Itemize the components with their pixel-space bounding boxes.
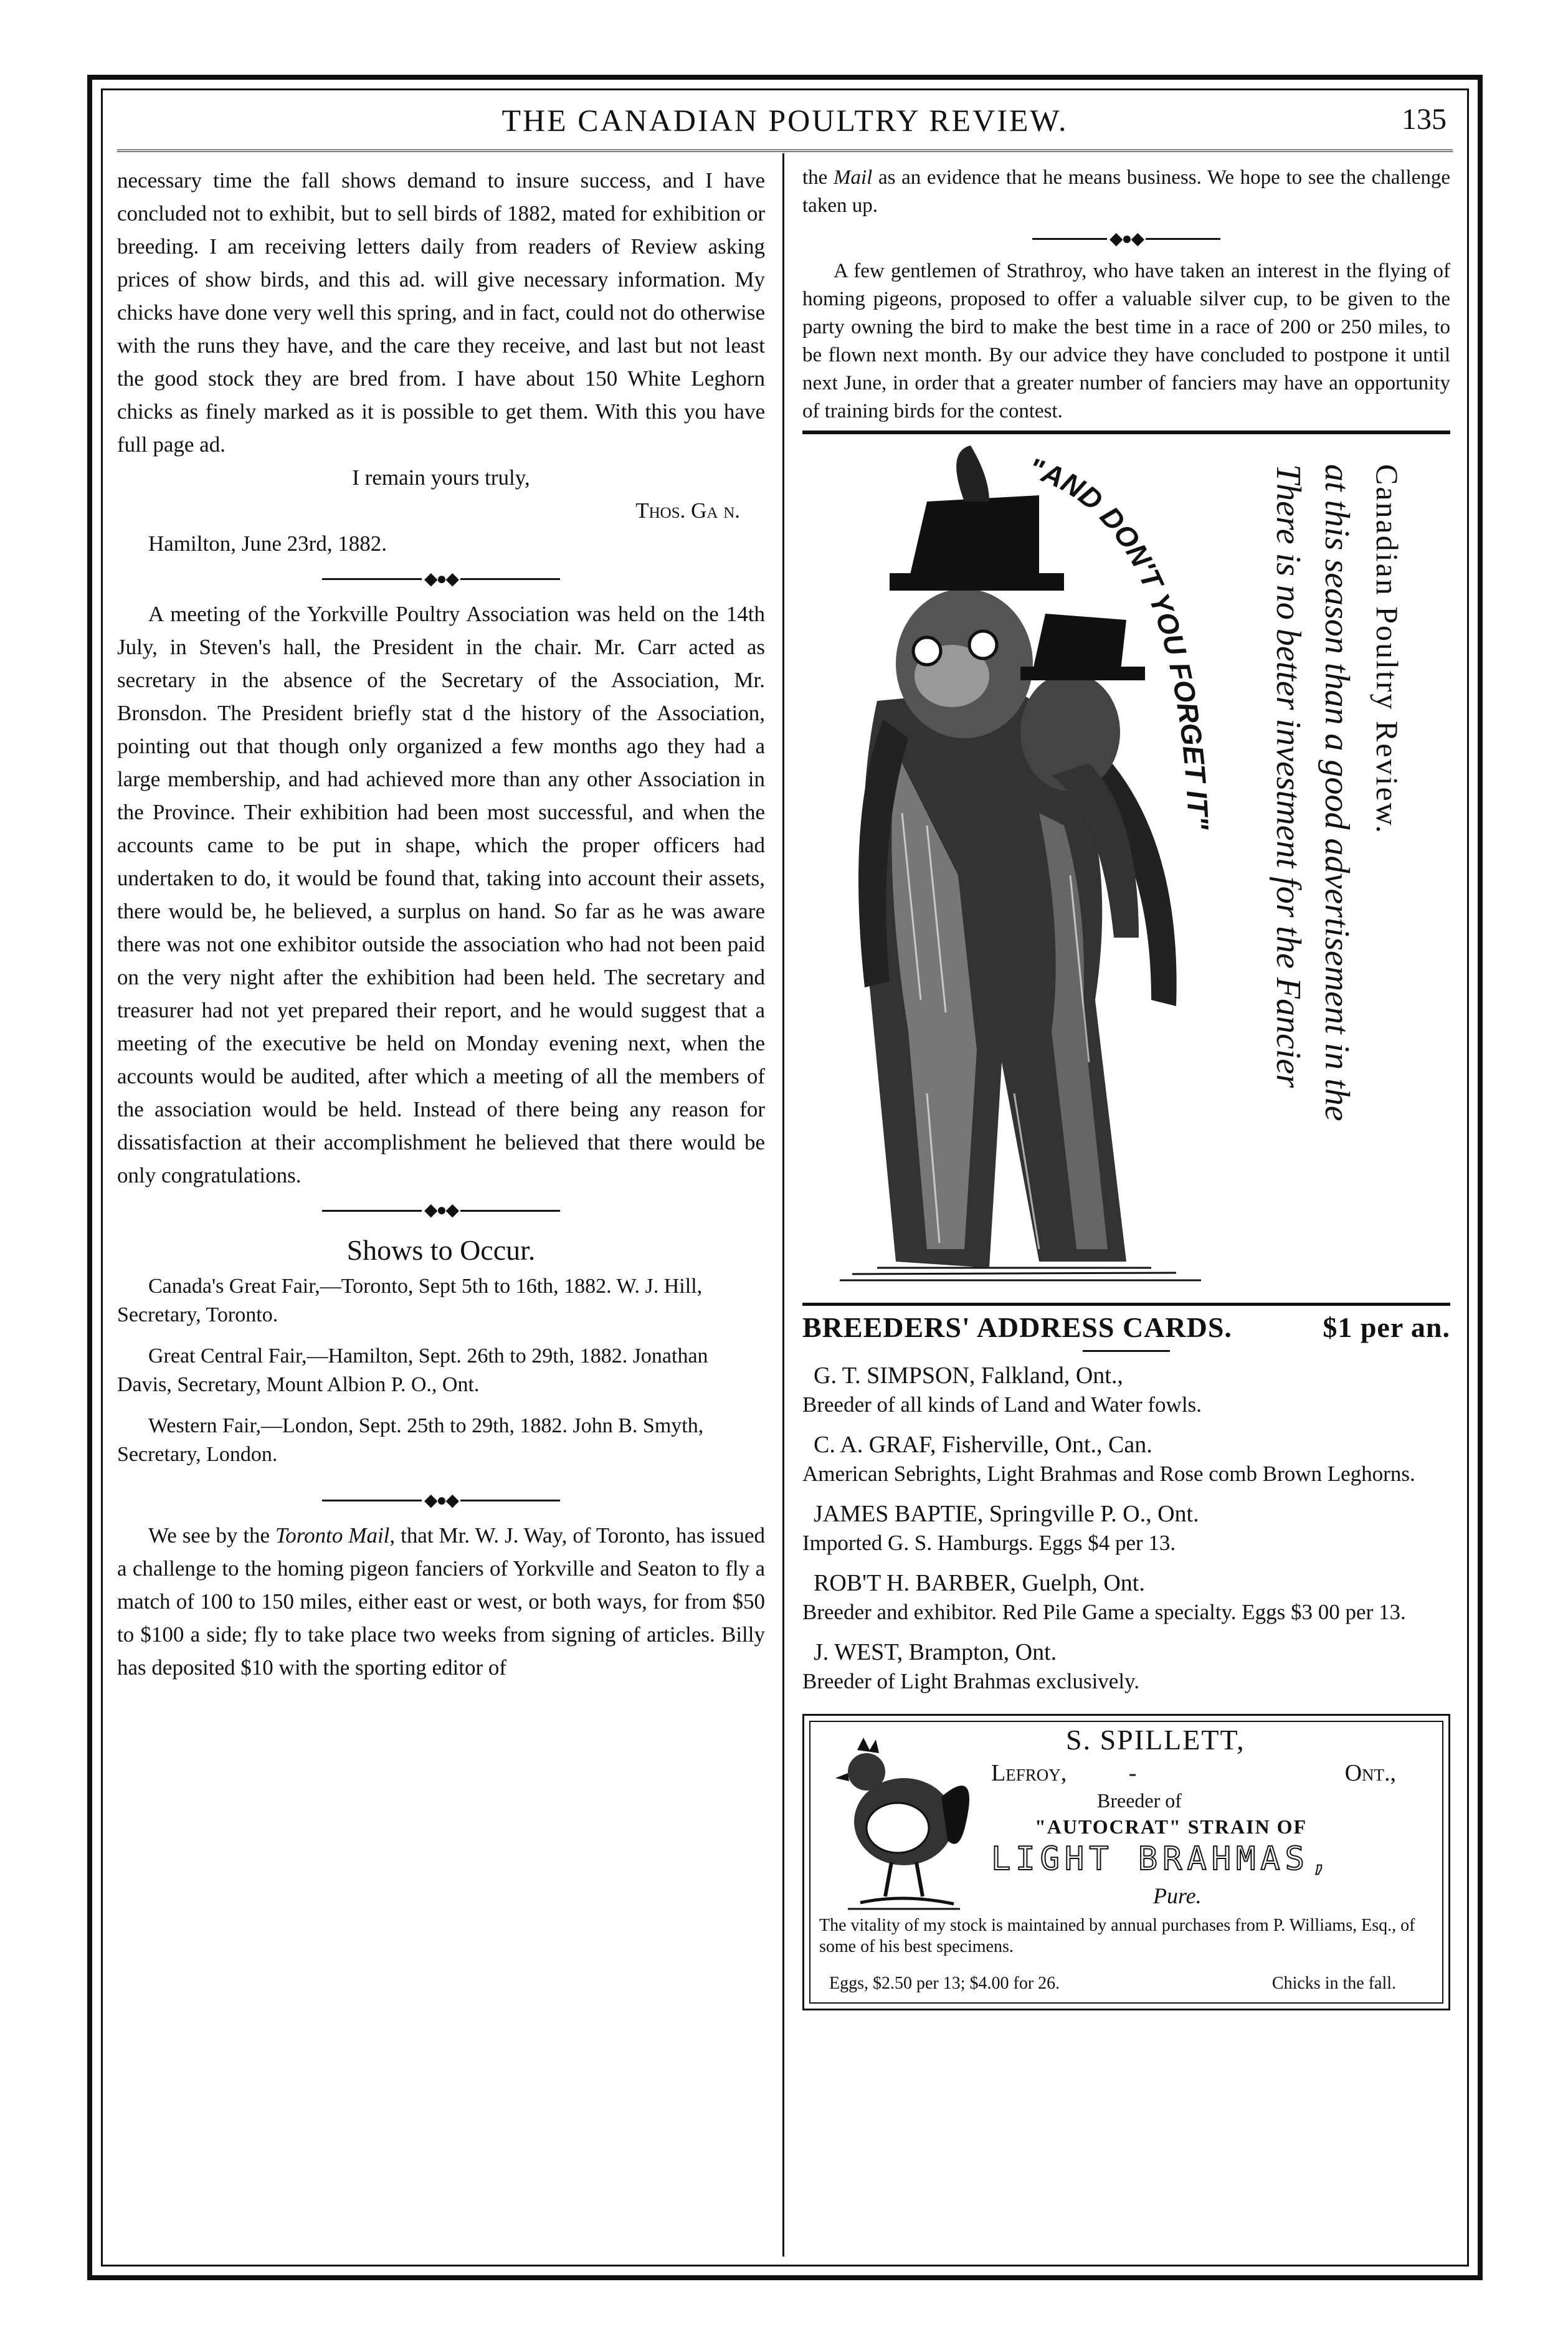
ad-pure: Pure. [1153, 1883, 1202, 1908]
ad-location-town: Lefroy, [991, 1759, 1067, 1786]
strathroy-paragraph: A few gentlemen of Strathroy, who have taken an interest in the flying of homing pigeons, proposed to offer a valuable silver cup, to be given to the party owning the bird to make the best time in a race of 200 or 250 miles, to be flown next month. By our advice they have concluded to postpone it until next June, in order that a greater number of fanciers may have an opportunity of training birds for the contest. [802, 259, 1450, 422]
breeder-name: ROB'T H. BARBER, Guelph, Ont. [814, 1569, 1145, 1596]
ad-strain: "AUTOCRAT" STRAIN OF [1035, 1815, 1308, 1838]
ad-description: The vitality of my stock is maintained by annual purchases from P. Williams, Esq., of some of his best specimens. [819, 1915, 1415, 1956]
page-header [117, 93, 1453, 152]
letter-text: necessary time the fall shows demand to insure success, and I have concluded not to exhibit, but to sell birds of 1882, mated for exhibition or breeding. I am receiving letters daily from readers of Review asking prices of show birds, and this ad. will give necessary information. My chicks have done very well this spring, and in fact, could not do otherwise with the runs they have, and the care they receive, and last but not least the good stock they are bred from. I have about 150 White Leghorn chicks as finely marked as it is possible to get them. With this you have full page ad. [117, 168, 765, 457]
ornament-divider: ◆●◆ [802, 220, 1450, 257]
breeders-cards-title: BREEDERS' ADDRESS CARDS. [802, 1311, 1232, 1343]
challenge-continuation [802, 164, 1450, 220]
breeder-desc: American Sebrights, Light Brahmas and Rose comb Brown Leghorns. [802, 1461, 1415, 1486]
cartoon-caption [1025, 451, 1215, 831]
rooster-icon [823, 1728, 979, 1915]
challenge-text-rest: , that Mr. W. J. Way, of Toronto, has issued a challenge to the homing pigeon fanciers of Yorkville and Seaton to fly a match of 100 to 150 miles, either east or west, or both ways, for from $50 to $100 a side; fly to take place two weeks from signing of articles. Billy has deposited $10 with the sporting editor of [117, 1523, 765, 1680]
publication-title: THE CANADIAN POULTRY REVIEW. [501, 103, 1068, 138]
breeders-cards-heading [802, 1303, 1450, 1344]
vertical-advert-line-1: There is no better investment for the Fancier [1269, 464, 1308, 1088]
column-rule [782, 153, 784, 2257]
letter-closing: I remain yours truly, [352, 465, 530, 490]
challenge-paragraph [117, 1519, 765, 1684]
breeder-name: J. WEST, Brampton, Ont. [814, 1639, 1057, 1665]
breeder-desc: Breeder and exhibitor. Red Pile Game a specialty. Eggs $3 00 per 13. [802, 1599, 1406, 1624]
ad-prices [829, 1974, 1415, 1994]
breeder-desc: Breeder of Light Brahmas exclusively. [802, 1668, 1140, 1693]
ornament-divider: ◆●◆ [117, 560, 765, 597]
show-item: Great Central Fair,—Hamilton, Sept. 26th to 29th, 1882. Jonathan Davis, Secretary, Mount Albion P. O., Ont. [117, 1344, 708, 1397]
ad-location-province: Ont., [1344, 1759, 1396, 1786]
vertical-advert-line-2: at this season than a good advertisement in the [1318, 464, 1356, 1121]
show-item: Canada's Great Fair,—Toronto, Sept 5th to 16th, 1882. W. J. Hill, Secretary, Toronto. [117, 1275, 703, 1327]
ad-location-separator: - [1128, 1759, 1137, 1786]
left-column [117, 164, 765, 1684]
letter-dateline: Hamilton, June 23rd, 1882. [148, 531, 387, 556]
cartoon-caption-path: "AND DON'T YOU FORGET IT" [1025, 451, 1215, 830]
spillett-advertisement [802, 1714, 1450, 2010]
right-top-text [802, 164, 1450, 426]
breeder-card [802, 1637, 1450, 1695]
breeder-desc: Breeder of all kinds of Land and Water fowls. [802, 1392, 1202, 1417]
newspaper-name: Mail [833, 166, 873, 189]
cartoon-caption-svg [802, 439, 1238, 875]
vertical-advert-line-3: Canadian Poultry Review. [1370, 464, 1405, 835]
section-rule [802, 430, 1450, 434]
show-item: Western Fair,—London, Sept. 25th to 29th, 1882. John B. Smyth, Secretary, London. [117, 1414, 704, 1467]
breeder-card [802, 1361, 1450, 1419]
breeder-desc: Imported G. S. Hamburgs. Eggs $4 per 13. [802, 1530, 1176, 1555]
breeders-cards-price: $1 per an. [1323, 1311, 1450, 1343]
breeder-card [802, 1430, 1450, 1488]
breeder-card [802, 1499, 1450, 1557]
page-frame [87, 75, 1483, 2280]
continuation-start: the [802, 166, 834, 189]
right-column [802, 164, 1450, 2010]
challenge-text-start: We see by the [148, 1523, 276, 1548]
letter-signature: Thos. Ga n. [635, 498, 740, 523]
newspaper-name: Toronto Mail [275, 1523, 390, 1548]
ad-location [991, 1759, 1415, 1787]
cartoon-illustration [802, 439, 1450, 1299]
ad-breeder-name: S. SPILLETT, [1066, 1723, 1245, 1756]
breeder-card [802, 1568, 1450, 1626]
continuation-rest: as an evidence that he means business. We hope to see the challenge taken up. [802, 166, 1450, 217]
ad-breed-name: LIGHT BRAHMAS, [991, 1840, 1334, 1878]
breeder-name: JAMES BAPTIE, Springville P. O., Ont. [814, 1500, 1199, 1527]
meeting-report: A meeting of the Yorkville Poultry Association was held on the 14th July, in Steven's hall, the President in the chair. Mr. Carr acted as secretary in the absence of the Secretary of the Association, Mr. Bronsdon. The President briefly stat d the history of the Association, pointing out that though only organized a few months ago they had a large membership, and had achieved more than any other Association in the Province. Their exhibition had been most successful, and when the accounts came to be put in shape, which the proper officers had undertaken to do, it would be found that, taking into account their assets, there would be, he believed, a surplus on hand. So far as he was aware there was not one exhibitor outside the association who had not been paid on the very night after the exhibition had been held. The secretary and treasurer had not yet prepared their report, and he would suggest that a meeting of the executive be held on Monday evening next, when the accounts would be audited, after which a meeting of all the members of the association would be held. Instead of there being any reason for dissatisfaction at their accomplishment he believed that there would be only congratulations. [117, 601, 765, 1187]
shows-heading: Shows to Occur. [346, 1234, 536, 1267]
vertical-advert [1238, 464, 1405, 1280]
ad-egg-prices: Eggs, $2.50 per 13; $4.00 for 26. [829, 1973, 1060, 1993]
short-rule [1083, 1350, 1170, 1352]
ornament-divider: ◆●◆ [117, 1482, 765, 1519]
ad-chicks-note: Chicks in the fall. [1271, 1973, 1396, 1993]
page-number: 135 [1402, 103, 1447, 136]
ornament-divider: ◆●◆ [117, 1192, 765, 1229]
ad-breeder-of: Breeder of [1097, 1789, 1182, 1812]
breeder-name: G. T. SIMPSON, Falkland, Ont., [814, 1362, 1123, 1389]
breeder-name: C. A. GRAF, Fisherville, Ont., Can. [814, 1431, 1152, 1458]
